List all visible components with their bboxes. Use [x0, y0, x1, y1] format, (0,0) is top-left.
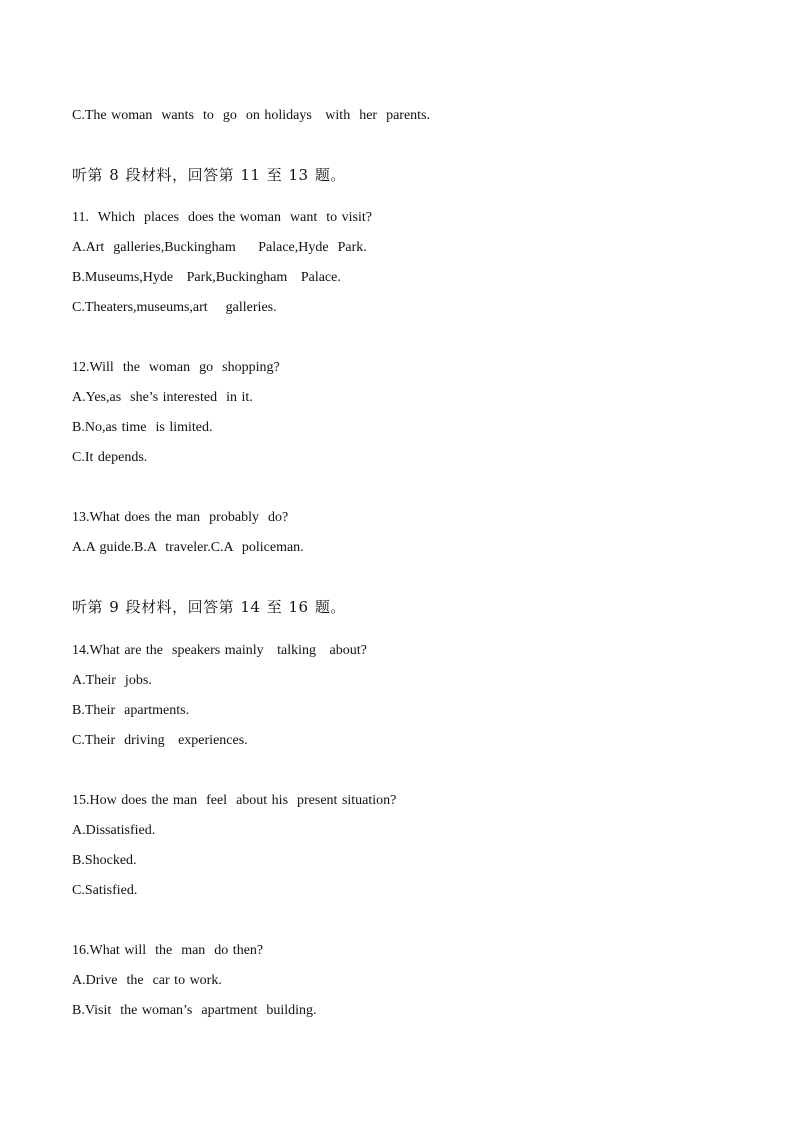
question-11: 11. Which places does the woman want to visit?	[72, 210, 372, 225]
question-14-option-b: B.Their apartments.	[72, 703, 190, 718]
previous-question-option-c: C.The woman wants to go on holidays with her parents.	[72, 108, 431, 123]
question-13: 13.What does the man probably do?	[72, 510, 289, 525]
question-12: 12.Will the woman go shopping?	[72, 360, 280, 375]
question-15-option-c: C.Satisfied.	[72, 883, 138, 898]
question-14-option-c: C.Their driving experiences.	[72, 733, 248, 748]
section-9-heading: 听第 9 段材料，回答第 14 至 16 题。	[72, 598, 346, 616]
question-11-option-a: A.Art galleries,Buckingham Palace,Hyde Park.	[72, 240, 367, 255]
question-13-options: A.A guide.B.A traveler.C.A policeman.	[72, 540, 304, 555]
question-15-option-b: B.Shocked.	[72, 853, 137, 868]
question-11-option-c: C.Theaters,museums,art galleries.	[72, 300, 277, 315]
question-16-option-b: B.Visit the woman’s apartment building.	[72, 1003, 317, 1018]
question-14-option-a: A.Their jobs.	[72, 673, 152, 688]
question-12-option-a: A.Yes,as she’s interested in it.	[72, 390, 253, 405]
question-12-option-c: C.It depends.	[72, 450, 148, 465]
question-11-option-b: B.Museums,Hyde Park,Buckingham Palace.	[72, 270, 341, 285]
question-14: 14.What are the speakers mainly talking about?	[72, 643, 367, 658]
question-16: 16.What will the man do then?	[72, 943, 264, 958]
question-12-option-b: B.No,as time is limited.	[72, 420, 213, 435]
section-8-heading: 听第 8 段材料，回答第 11 至 13 题。	[72, 166, 346, 184]
question-15: 15.How does the man feel about his present situation?	[72, 793, 397, 808]
question-15-option-a: A.Dissatisfied.	[72, 823, 156, 838]
question-16-option-a: A.Drive the car to work.	[72, 973, 222, 988]
